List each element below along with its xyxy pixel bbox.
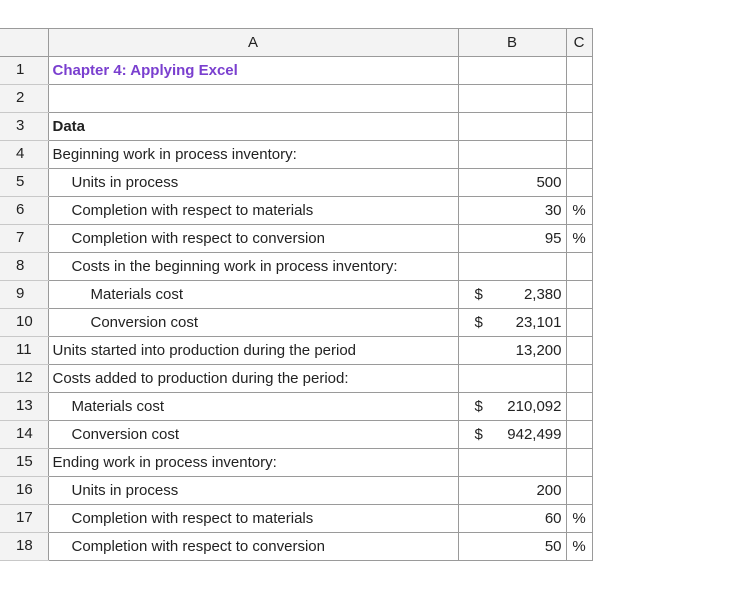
cell-b[interactable] <box>458 505 566 533</box>
cell-c[interactable] <box>566 421 592 449</box>
cell-a[interactable] <box>48 449 458 477</box>
row-header[interactable]: 13 <box>0 393 48 421</box>
row-header[interactable]: 1 <box>0 57 48 85</box>
cell-c[interactable]: % <box>566 533 592 561</box>
cell-a-text: Units started into production during the period <box>52 342 357 359</box>
cell-b[interactable] <box>458 477 566 505</box>
cell-a-text: Data <box>52 118 86 135</box>
cell-a[interactable] <box>48 533 458 561</box>
cell-b-value: 13,200 <box>515 342 562 359</box>
row-header[interactable]: 8 <box>0 253 48 281</box>
currency-symbol: $ <box>474 314 483 331</box>
cell-a-text: Units in process <box>71 482 179 499</box>
sheet-row <box>0 225 592 253</box>
cell-c[interactable] <box>566 85 592 113</box>
row-header[interactable]: 18 <box>0 533 48 561</box>
cell-a-text: Costs added to production during the period: <box>52 370 349 387</box>
sheet-row <box>0 477 592 505</box>
cell-c[interactable]: % <box>566 505 592 533</box>
cell-b[interactable] <box>458 449 566 477</box>
cell-b[interactable] <box>458 113 566 141</box>
cell-b[interactable] <box>458 281 566 309</box>
cell-b-value: 95 <box>544 230 562 247</box>
row-header[interactable]: 3 <box>0 113 48 141</box>
sheet-row <box>0 421 592 449</box>
currency-symbol: $ <box>474 426 483 443</box>
cell-b-value: 942,499 <box>507 426 562 443</box>
sheet-row <box>0 85 592 113</box>
cell-b-value: 50 <box>544 538 562 555</box>
cell-b-value: 2,380 <box>523 286 562 303</box>
cell-c[interactable] <box>566 309 592 337</box>
spreadsheet-grid <box>0 28 593 561</box>
sheet-row <box>0 505 592 533</box>
cell-b-value: 23,101 <box>515 314 562 331</box>
cell-a-text: Conversion cost <box>71 426 180 443</box>
cell-a-text: Completion with respect to conversion <box>71 230 325 247</box>
cell-c[interactable] <box>566 141 592 169</box>
cell-b[interactable] <box>458 169 566 197</box>
cell-a-text: Units in process <box>71 174 179 191</box>
cell-b[interactable] <box>458 421 566 449</box>
grid-body <box>0 57 592 561</box>
cell-b[interactable] <box>458 225 566 253</box>
cell-b[interactable] <box>458 197 566 225</box>
cell-c[interactable] <box>566 169 592 197</box>
row-header[interactable]: 5 <box>0 169 48 197</box>
cell-a[interactable] <box>48 113 458 141</box>
cell-b[interactable] <box>458 85 566 113</box>
cell-b-value: 210,092 <box>507 398 562 415</box>
cell-a[interactable] <box>48 505 458 533</box>
sheet-row <box>0 141 592 169</box>
cell-b[interactable] <box>458 309 566 337</box>
row-header[interactable]: 4 <box>0 141 48 169</box>
cell-a-text: Completion with respect to conversion <box>71 538 325 555</box>
row-header[interactable]: 2 <box>0 85 48 113</box>
cell-c[interactable]: % <box>566 197 592 225</box>
cell-a-text: Chapter 4: Applying Excel <box>52 62 238 79</box>
cell-a[interactable] <box>48 337 458 365</box>
row-header[interactable]: 16 <box>0 477 48 505</box>
spreadsheet <box>0 28 593 561</box>
cell-b-value: 30 <box>544 202 562 219</box>
sheet-row <box>0 533 592 561</box>
cell-b-value: 60 <box>544 510 562 527</box>
cell-a[interactable] <box>48 309 458 337</box>
sheet-row <box>0 113 592 141</box>
cell-c[interactable] <box>566 477 592 505</box>
cell-a[interactable] <box>48 225 458 253</box>
cell-b-value: 200 <box>536 482 562 499</box>
cell-c[interactable] <box>566 57 592 85</box>
cell-a-text: Completion with respect to materials <box>71 510 314 527</box>
currency-symbol: $ <box>474 286 483 303</box>
cell-b[interactable] <box>458 337 566 365</box>
sheet-row <box>0 337 592 365</box>
column-header-b[interactable]: B <box>458 29 566 57</box>
cell-c[interactable] <box>566 337 592 365</box>
cell-b[interactable] <box>458 141 566 169</box>
cell-c[interactable] <box>566 281 592 309</box>
cell-a-text: Costs in the beginning work in process inventory: <box>71 258 398 275</box>
sheet-row <box>0 449 592 477</box>
sheet-row <box>0 197 592 225</box>
select-all-corner[interactable] <box>0 29 48 57</box>
cell-a-text: Ending work in process inventory: <box>52 454 277 471</box>
cell-c[interactable] <box>566 449 592 477</box>
row-header[interactable]: 11 <box>0 337 48 365</box>
cell-c[interactable] <box>566 253 592 281</box>
row-header[interactable]: 6 <box>0 197 48 225</box>
cell-a[interactable] <box>48 197 458 225</box>
cell-a[interactable] <box>48 477 458 505</box>
sheet-row <box>0 281 592 309</box>
cell-a[interactable] <box>48 365 458 393</box>
cell-c[interactable] <box>566 113 592 141</box>
cell-b[interactable] <box>458 57 566 85</box>
sheet-row <box>0 309 592 337</box>
sheet-row <box>0 253 592 281</box>
cell-a[interactable] <box>48 393 458 421</box>
sheet-row <box>0 393 592 421</box>
row-header[interactable]: 10 <box>0 309 48 337</box>
row-header[interactable]: 9 <box>0 281 48 309</box>
cell-b[interactable] <box>458 365 566 393</box>
row-header[interactable]: 12 <box>0 365 48 393</box>
cell-a[interactable] <box>48 85 458 113</box>
cell-c[interactable] <box>566 365 592 393</box>
cell-c[interactable] <box>566 393 592 421</box>
cell-a[interactable] <box>48 169 458 197</box>
cell-a-text: Materials cost <box>90 286 184 303</box>
sheet-row <box>0 57 592 85</box>
column-header-c[interactable]: C <box>566 29 592 57</box>
row-header[interactable]: 14 <box>0 421 48 449</box>
cell-a-text: Conversion cost <box>90 314 199 331</box>
cell-b-value: 500 <box>536 174 562 191</box>
column-header-a[interactable]: A <box>48 29 458 57</box>
cell-b[interactable] <box>458 393 566 421</box>
sheet-row <box>0 365 592 393</box>
row-header[interactable]: 7 <box>0 225 48 253</box>
cell-c[interactable]: % <box>566 225 592 253</box>
cell-a[interactable] <box>48 141 458 169</box>
cell-a[interactable] <box>48 57 458 85</box>
cell-a-text: Completion with respect to materials <box>71 202 314 219</box>
cell-b[interactable] <box>458 533 566 561</box>
cell-a[interactable] <box>48 281 458 309</box>
cell-a-text: Materials cost <box>71 398 165 415</box>
currency-symbol: $ <box>474 398 483 415</box>
row-header[interactable]: 17 <box>0 505 48 533</box>
column-header-row <box>0 29 592 57</box>
row-header[interactable]: 15 <box>0 449 48 477</box>
cell-a[interactable] <box>48 253 458 281</box>
cell-a-text: Beginning work in process inventory: <box>52 146 297 163</box>
cell-a[interactable] <box>48 421 458 449</box>
cell-b[interactable] <box>458 253 566 281</box>
sheet-row <box>0 169 592 197</box>
